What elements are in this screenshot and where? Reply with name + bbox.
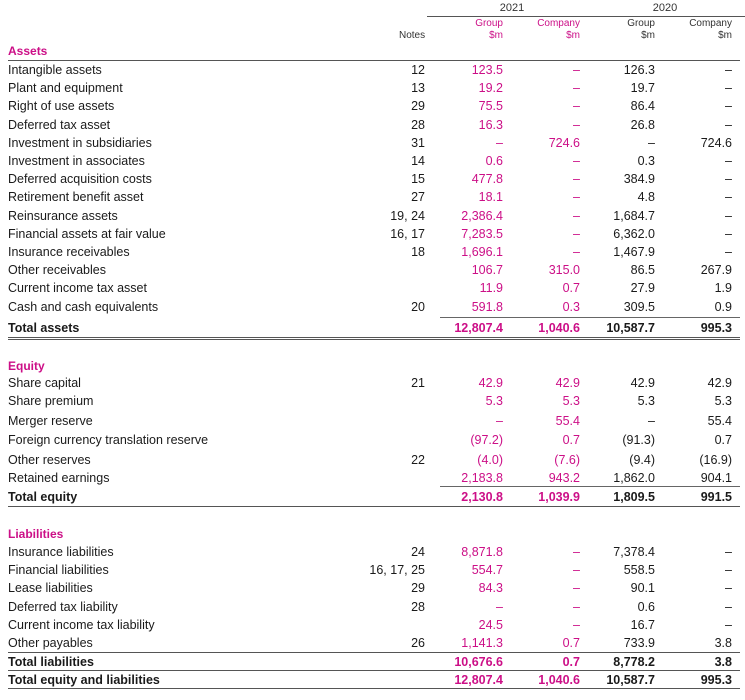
group-2020-value: 6,362.0 xyxy=(613,227,655,241)
group-2020-value: (91.3) xyxy=(622,433,655,447)
group-2021-value: 0.6 xyxy=(485,154,503,168)
total-assets-rule xyxy=(8,337,740,338)
group-2020-value: 26.8 xyxy=(630,118,655,132)
row-label: Retirement benefit asset xyxy=(8,190,144,204)
group-2021-value: 477.8 xyxy=(471,172,503,186)
table-row xyxy=(0,279,745,297)
table-row xyxy=(0,79,745,97)
row-label: Total equity and liabilities xyxy=(8,673,160,687)
row-label: Intangible assets xyxy=(8,63,102,77)
company-2020-value: – xyxy=(725,227,732,241)
total-assets-double-rule xyxy=(8,339,740,340)
row-note: 20 xyxy=(411,300,425,314)
row-label: Investment in associates xyxy=(8,154,145,168)
table-row xyxy=(0,579,745,597)
company-2021-value: – xyxy=(573,545,580,559)
row-note: 21 xyxy=(411,376,425,390)
company-2021-value: 724.6 xyxy=(548,136,580,150)
row-note: 31 xyxy=(411,136,425,150)
company-2021-value: – xyxy=(573,99,580,113)
row-note: 28 xyxy=(411,600,425,614)
company-2020-value: – xyxy=(725,172,732,186)
row-label: Right of use assets xyxy=(8,99,115,113)
company-2020-value: 5.3 xyxy=(714,394,732,408)
company-2021-value: – xyxy=(573,227,580,241)
company-2020-value: – xyxy=(725,245,732,259)
row-note: 14 xyxy=(411,154,425,168)
table-row xyxy=(0,225,745,243)
group-2020-value: 384.9 xyxy=(623,172,655,186)
row-label: Deferred tax liability xyxy=(8,600,118,614)
table-row xyxy=(0,188,745,206)
company-2021-value: – xyxy=(573,563,580,577)
company-2021-value: – xyxy=(573,81,580,95)
group-2020-value: 86.4 xyxy=(630,99,655,113)
row-label: Insurance receivables xyxy=(8,245,130,259)
row-note: 16, 17, 25 xyxy=(369,563,425,577)
company-2020-value: 724.6 xyxy=(700,136,732,150)
company-2021-value: – xyxy=(573,172,580,186)
group-2020-value: 10,587.7 xyxy=(606,673,655,687)
company-2021-value: – xyxy=(573,581,580,595)
company-2021-value: – xyxy=(573,209,580,223)
group-2021-value: 42.9 xyxy=(478,376,503,390)
company-2020-value: 3.8 xyxy=(714,655,732,669)
table-row xyxy=(0,598,745,616)
row-note: 29 xyxy=(411,581,425,595)
group-2021-value: 591.8 xyxy=(471,300,503,314)
table-row xyxy=(0,412,745,430)
group-2021-value: (97.2) xyxy=(470,433,503,447)
table-row xyxy=(0,374,745,392)
group-2021-value: 12,807.4 xyxy=(454,673,503,687)
total-equity-rule xyxy=(8,506,740,507)
group-2021-value: 123.5 xyxy=(471,63,503,77)
group-2021-value: – xyxy=(496,600,503,614)
company-2020-value: – xyxy=(725,618,732,632)
group-2021-value: 5.3 xyxy=(485,394,503,408)
company-2021-value: 1,040.6 xyxy=(538,673,580,687)
row-label: Financial assets at fair value xyxy=(8,227,166,241)
row-label: Lease liabilities xyxy=(8,581,93,595)
row-label: Total liabilities xyxy=(8,655,94,669)
table-row xyxy=(0,170,745,188)
row-note: 16, 17 xyxy=(390,227,425,241)
company-2020-value: – xyxy=(725,581,732,595)
company-2020-value: – xyxy=(725,99,732,113)
group-2021-value: 16.3 xyxy=(478,118,503,132)
group-2021-value: 84.3 xyxy=(478,581,503,595)
company-2021-value: 315.0 xyxy=(548,263,580,277)
company-2020-value: – xyxy=(725,154,732,168)
table-row xyxy=(0,152,745,170)
assets-section-title: Assets xyxy=(8,44,48,58)
total-eq-liab-rule xyxy=(8,688,740,689)
group-2020-value: 10,587.7 xyxy=(606,321,655,335)
company-2020-value: – xyxy=(725,81,732,95)
group-2021-value: 2,386.4 xyxy=(461,209,503,223)
total-row xyxy=(0,671,745,689)
row-label: Other payables xyxy=(8,636,93,650)
row-label: Deferred acquisition costs xyxy=(8,172,152,186)
row-note: 19, 24 xyxy=(390,209,425,223)
group-2020-value: 90.1 xyxy=(630,581,655,595)
company-2020-value: – xyxy=(725,563,732,577)
subtotal-rule xyxy=(440,486,740,487)
group-2021-value: 2,130.8 xyxy=(461,490,503,504)
company-2020-value: 995.3 xyxy=(700,321,732,335)
company-2021-value: 0.7 xyxy=(562,655,580,669)
group-2021-value: 106.7 xyxy=(471,263,503,277)
company-2020-value: – xyxy=(725,63,732,77)
company-2020-value: – xyxy=(725,545,732,559)
row-label: Other reserves xyxy=(8,453,91,467)
row-label: Other receivables xyxy=(8,263,106,277)
group-2020-value: 27.9 xyxy=(630,281,655,295)
company-2020-value: 991.5 xyxy=(700,490,732,504)
company-2021-value: – xyxy=(573,63,580,77)
company-2021-value: – xyxy=(573,600,580,614)
row-note: 18 xyxy=(411,245,425,259)
year-2021-header: 2021 xyxy=(499,2,525,14)
row-label: Cash and cash equivalents xyxy=(8,300,159,314)
table-row xyxy=(0,451,745,469)
company-2021-value: – xyxy=(573,245,580,259)
row-label: Share premium xyxy=(8,394,94,408)
group-2020-value: – xyxy=(648,414,655,428)
row-note: 29 xyxy=(411,99,425,113)
group-2021-value: 19.2 xyxy=(478,81,503,95)
company-2020-value: – xyxy=(725,600,732,614)
company-2021-value: 42.9 xyxy=(555,376,580,390)
company-2021-header: Company $m xyxy=(537,18,580,41)
table-row xyxy=(0,392,745,410)
table-row xyxy=(0,431,745,449)
group-2020-value: 1,684.7 xyxy=(613,209,655,223)
company-2021-value: 943.2 xyxy=(548,471,580,485)
table-row xyxy=(0,207,745,225)
company-2021-value: – xyxy=(573,618,580,632)
group-2021-value: 18.1 xyxy=(478,190,503,204)
company-2021-value: 55.4 xyxy=(555,414,580,428)
company-2020-value: 55.4 xyxy=(707,414,732,428)
equity-section-title: Equity xyxy=(8,359,45,373)
row-note: 27 xyxy=(411,190,425,204)
row-label: Insurance liabilities xyxy=(8,545,114,559)
total-row xyxy=(0,488,745,506)
group-2021-value: 1,696.1 xyxy=(461,245,503,259)
company-2021-value: 1,040.6 xyxy=(538,321,580,335)
notes-column-header: Notes xyxy=(399,30,426,41)
group-2020-value: 0.6 xyxy=(637,600,655,614)
row-note: 15 xyxy=(411,172,425,186)
row-label: Share capital xyxy=(8,376,81,390)
table-row xyxy=(0,261,745,279)
row-label: Deferred tax asset xyxy=(8,118,111,132)
group-2021-value: – xyxy=(496,136,503,150)
company-2020-value: 904.1 xyxy=(700,471,732,485)
group-2021-value: 24.5 xyxy=(478,618,503,632)
table-row xyxy=(0,634,745,652)
row-label: Total assets xyxy=(8,321,80,335)
group-2021-value: 11.9 xyxy=(479,281,503,295)
row-label: Merger reserve xyxy=(8,414,93,428)
table-row xyxy=(0,298,745,316)
company-2021-value: 0.7 xyxy=(562,636,580,650)
liabilities-section-title: Liabilities xyxy=(8,527,64,541)
row-label: Total equity xyxy=(8,490,78,504)
total-row xyxy=(0,653,745,671)
company-2020-value: 3.8 xyxy=(714,636,732,650)
group-2021-value: 8,871.8 xyxy=(461,545,503,559)
group-2021-value: 1,141.3 xyxy=(461,636,503,650)
group-2021-value: 12,807.4 xyxy=(454,321,503,335)
group-2020-value: 86.5 xyxy=(630,263,655,277)
company-2021-value: 0.3 xyxy=(562,300,580,314)
row-label: Financial liabilities xyxy=(8,563,109,577)
company-2021-value: 0.7 xyxy=(562,433,580,447)
group-2020-value: 19.7 xyxy=(630,81,655,95)
group-2020-header: Group $m xyxy=(627,18,655,41)
group-2021-value: 7,283.5 xyxy=(461,227,503,241)
table-row xyxy=(0,616,745,634)
group-2020-value: 0.3 xyxy=(637,154,655,168)
group-2020-value: – xyxy=(648,136,655,150)
group-2020-value: 309.5 xyxy=(623,300,655,314)
total-row xyxy=(0,319,745,337)
group-2020-value: 7,378.4 xyxy=(613,545,655,559)
group-2020-value: (9.4) xyxy=(629,453,655,467)
company-2020-value: 267.9 xyxy=(700,263,732,277)
subtotal-rule xyxy=(440,317,740,318)
company-2020-value: 1.9 xyxy=(714,281,732,295)
group-2020-value: 733.9 xyxy=(623,636,655,650)
group-2020-value: 8,778.2 xyxy=(613,655,655,669)
company-2021-value: – xyxy=(573,154,580,168)
group-2020-value: 16.7 xyxy=(630,618,655,632)
row-label: Reinsurance assets xyxy=(8,209,118,223)
company-2021-value: – xyxy=(573,190,580,204)
group-2020-value: 4.8 xyxy=(637,190,655,204)
year-2020-rule xyxy=(580,16,745,17)
table-row xyxy=(0,61,745,79)
table-row xyxy=(0,243,745,261)
company-2021-value: 5.3 xyxy=(562,394,580,408)
company-2020-value: 42.9 xyxy=(707,376,732,390)
group-2020-value: 1,467.9 xyxy=(613,245,655,259)
row-note: 26 xyxy=(411,636,425,650)
row-label: Current income tax asset xyxy=(8,281,147,295)
row-note: 13 xyxy=(411,81,425,95)
group-2020-value: 1,809.5 xyxy=(613,490,655,504)
group-2020-value: 558.5 xyxy=(623,563,655,577)
table-row xyxy=(0,116,745,134)
group-2020-value: 1,862.0 xyxy=(613,471,655,485)
company-2020-value: – xyxy=(725,118,732,132)
year-2020-header: 2020 xyxy=(652,2,678,14)
row-note: 12 xyxy=(411,63,425,77)
table-row xyxy=(0,561,745,579)
company-2021-value: 1,039.9 xyxy=(538,490,580,504)
table-row xyxy=(0,543,745,561)
row-label: Current income tax liability xyxy=(8,618,155,632)
company-2020-value: (16.9) xyxy=(699,453,732,467)
row-label: Foreign currency translation reserve xyxy=(8,433,209,447)
group-2021-value: (4.0) xyxy=(477,453,503,467)
group-2021-value: 2,183.8 xyxy=(461,471,503,485)
row-label: Retained earnings xyxy=(8,471,110,485)
company-2021-value: 0.7 xyxy=(562,281,580,295)
row-note: 24 xyxy=(411,545,425,559)
company-2021-value: – xyxy=(573,118,580,132)
company-2020-value: 995.3 xyxy=(700,673,732,687)
table-row xyxy=(0,134,745,152)
company-2021-value: (7.6) xyxy=(554,453,580,467)
company-2020-value: 0.7 xyxy=(714,433,732,447)
row-label: Investment in subsidiaries xyxy=(8,136,152,150)
row-label: Plant and equipment xyxy=(8,81,123,95)
year-2021-rule xyxy=(427,16,597,17)
company-2020-value: – xyxy=(725,190,732,204)
company-2020-value: – xyxy=(725,209,732,223)
group-2021-value: 10,676.6 xyxy=(454,655,503,669)
row-note: 28 xyxy=(411,118,425,132)
group-2021-value: – xyxy=(496,414,503,428)
table-row xyxy=(0,97,745,115)
group-2020-value: 42.9 xyxy=(630,376,655,390)
group-2021-value: 554.7 xyxy=(471,563,503,577)
group-2021-value: 75.5 xyxy=(478,99,503,113)
company-2020-value: 0.9 xyxy=(714,300,732,314)
group-2021-header: Group $m xyxy=(475,18,503,41)
group-2020-value: 126.3 xyxy=(623,63,655,77)
group-2020-value: 5.3 xyxy=(637,394,655,408)
row-note: 22 xyxy=(411,453,425,467)
company-2020-header: Company $m xyxy=(689,18,732,41)
table-row xyxy=(0,469,745,487)
